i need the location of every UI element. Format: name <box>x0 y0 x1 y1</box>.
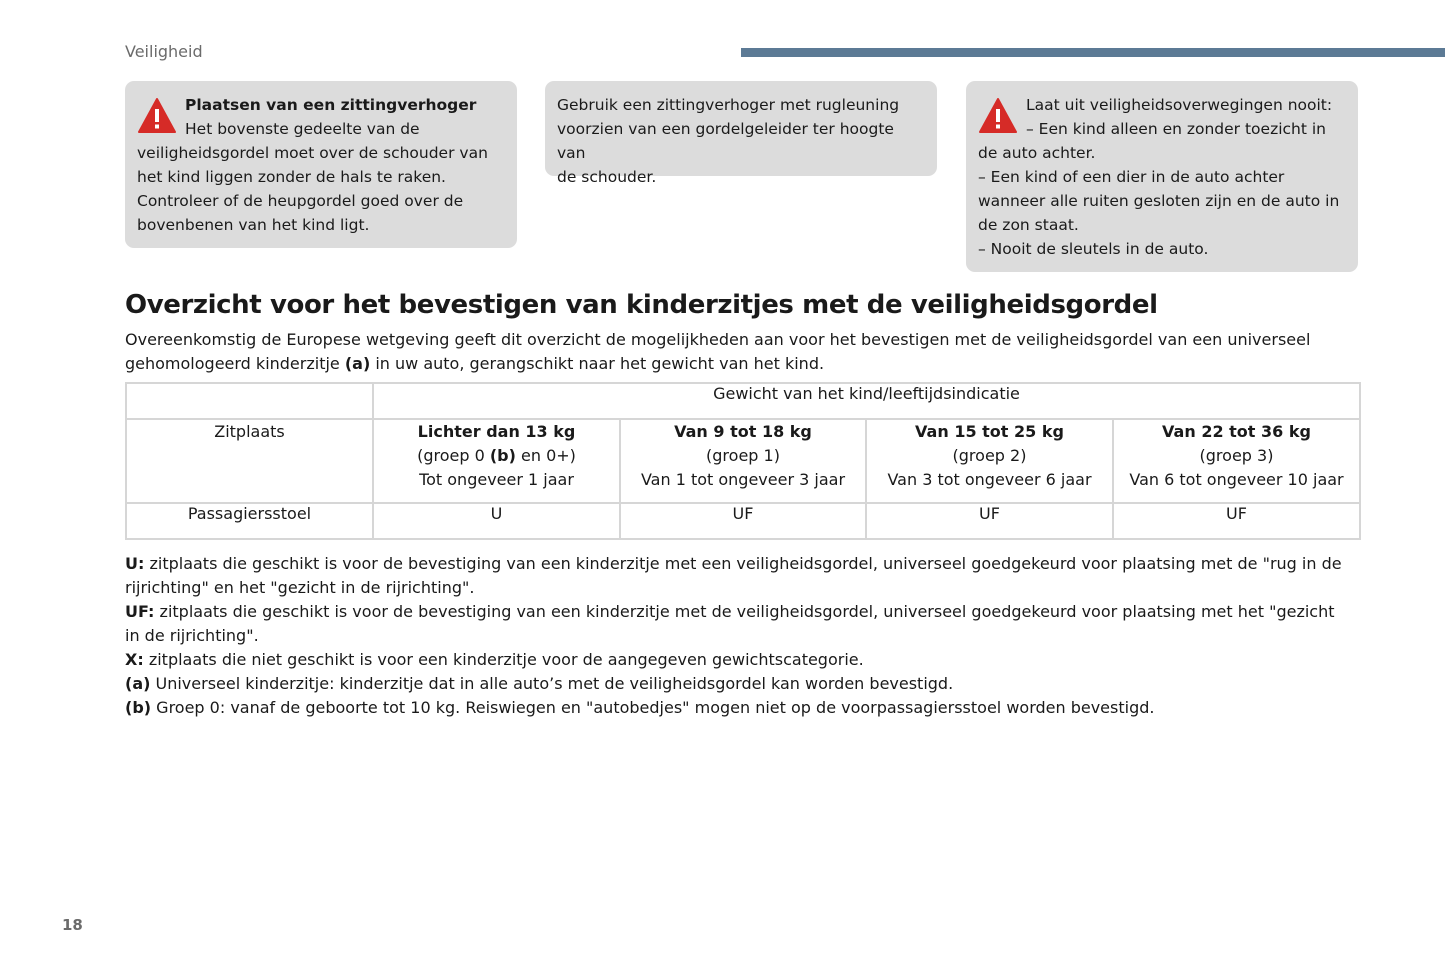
page-title: Overzicht voor het bevestigen van kinderzitjes met de veiligheidsgordel <box>125 290 1158 320</box>
weight-group-header: Gewicht van het kind/leeftijdsindicatie <box>373 383 1360 419</box>
intro-line-2-start: gehomologeerd kinderzitje <box>125 354 345 373</box>
warning-box-line: – Een kind alleen en zonder toezicht in <box>1026 120 1326 138</box>
warning-box-line: – Een kind of een dier in de auto achter <box>978 168 1285 186</box>
weight-column-header <box>620 419 866 503</box>
warning-box-line: wanneer alle ruiten gesloten zijn en de auto in <box>978 192 1340 210</box>
table-cell: U <box>373 503 620 539</box>
warning-triangle-icon <box>137 97 177 135</box>
table-empty-cell <box>126 383 373 419</box>
child-seat-table <box>125 382 1361 540</box>
legend-text: zitplaats die geschikt is voor de bevestiging van een kinderzitje met een veiligheidsgordel, universeel goedgekeurd voor plaatsing met de "rug in de rijrichting" en het "gezicht in de rijrichting". <box>125 554 1342 597</box>
legend-note <box>125 600 1350 648</box>
warning-box-line: veiligheidsgordel moet over de schouder van <box>137 144 488 162</box>
warning-box-line: Controleer of de heupgordel goed over de <box>137 192 464 210</box>
info-box-line: voorzien van een gordelgeleider ter hoogte van <box>557 120 894 162</box>
warning-box-title: Plaatsen van een zittingverhoger <box>185 96 477 114</box>
weight-range: Van 22 tot 36 kg <box>1162 422 1311 441</box>
weight-range: Lichter dan 13 kg <box>417 422 576 441</box>
seat-name-cell: Passagiersstoel <box>126 503 373 539</box>
seat-column-header: Zitplaats <box>126 419 373 503</box>
table-header-row <box>126 383 1360 419</box>
table-cell: UF <box>1113 503 1360 539</box>
table-row <box>126 503 1360 539</box>
warning-box-line: de zon staat. <box>978 216 1079 234</box>
legend-note <box>125 552 1350 600</box>
legend-key: (b) <box>125 698 152 717</box>
weight-column-header <box>373 419 620 503</box>
footnote-ref-b: (b) <box>489 446 516 465</box>
table-subheader-row <box>126 419 1360 503</box>
legend-note <box>125 696 1350 720</box>
legend-text: zitplaats die niet geschikt is voor een kinderzitje voor de aangegeven gewichtscategorie. <box>143 650 864 669</box>
header-accent-bar <box>741 48 1445 57</box>
table-cell: UF <box>620 503 866 539</box>
warning-box-line: de auto achter. <box>978 144 1096 162</box>
warning-box-booster-seat <box>125 81 517 248</box>
warning-box-line: het kind liggen zonder de hals te raken. <box>137 168 446 186</box>
warning-box-never-leave <box>966 81 1358 272</box>
legend-key: U: <box>125 554 145 573</box>
intro-line-1: Overeenkomstig de Europese wetgeving geeft dit overzicht de mogelijkheden aan voor het bevestigen met de veiligheidsgordel van een universeel <box>125 330 1311 349</box>
age-label: Van 1 tot ongeveer 3 jaar <box>640 470 846 489</box>
section-label: Veiligheid <box>125 42 203 61</box>
table-cell: UF <box>866 503 1113 539</box>
info-box-backrest <box>545 81 937 186</box>
warning-box-line: bovenbenen van het kind ligt. <box>137 216 370 234</box>
legend-key: X: <box>125 650 144 669</box>
warning-box-line: Laat uit veiligheidsoverwegingen nooit: <box>1026 96 1333 114</box>
footnote-ref-a: (a) <box>344 354 371 373</box>
info-box-line: de schouder. <box>557 168 657 186</box>
info-box-line: Gebruik een zittingverhoger met rugleuning <box>557 96 900 114</box>
age-label: Van 6 tot ongeveer 10 jaar <box>1129 470 1344 489</box>
weight-column-header <box>1113 419 1360 503</box>
weight-column-header <box>866 419 1113 503</box>
age-label: Van 3 tot ongeveer 6 jaar <box>887 470 1092 489</box>
warning-box-line: – Nooit de sleutels in de auto. <box>978 240 1209 258</box>
warning-triangle-icon <box>978 97 1018 135</box>
age-label: Tot ongeveer 1 jaar <box>419 470 574 489</box>
legend-notes <box>125 552 1350 720</box>
legend-key: (a) <box>125 674 151 693</box>
weight-range: Van 9 tot 18 kg <box>674 422 812 441</box>
group-label: (groep 1) <box>706 446 780 465</box>
legend-text: Universeel kinderzitje: kinderzitje dat in alle auto’s met de veiligheidsgordel kan worden bevestigd. <box>150 674 954 693</box>
weight-range: Van 15 tot 25 kg <box>915 422 1064 441</box>
warning-box-line: Het bovenste gedeelte van de <box>185 120 420 138</box>
group-label: (groep 0 (b) en 0+) <box>417 446 576 465</box>
page-number: 18 <box>62 916 83 934</box>
intro-line-2-end: in uw auto, gerangschikt naar het gewicht van het kind. <box>370 354 825 373</box>
legend-text: Groep 0: vanaf de geboorte tot 10 kg. Reiswiegen en "autobedjes" mogen niet op de voorpassagiersstoel worden bevestigd. <box>151 698 1155 717</box>
legend-key: UF: <box>125 602 155 621</box>
legend-note <box>125 648 1350 672</box>
group-label: (groep 3) <box>1199 446 1274 465</box>
group-label: (groep 2) <box>952 446 1027 465</box>
legend-note <box>125 672 1350 696</box>
legend-text: zitplaats die geschikt is voor de bevestiging van een kinderzitje met de veiligheidsgordel, universeel goedgekeurd voor plaatsing met het "gezicht in de rijrichting". <box>125 602 1335 645</box>
intro-paragraph <box>125 328 1355 376</box>
